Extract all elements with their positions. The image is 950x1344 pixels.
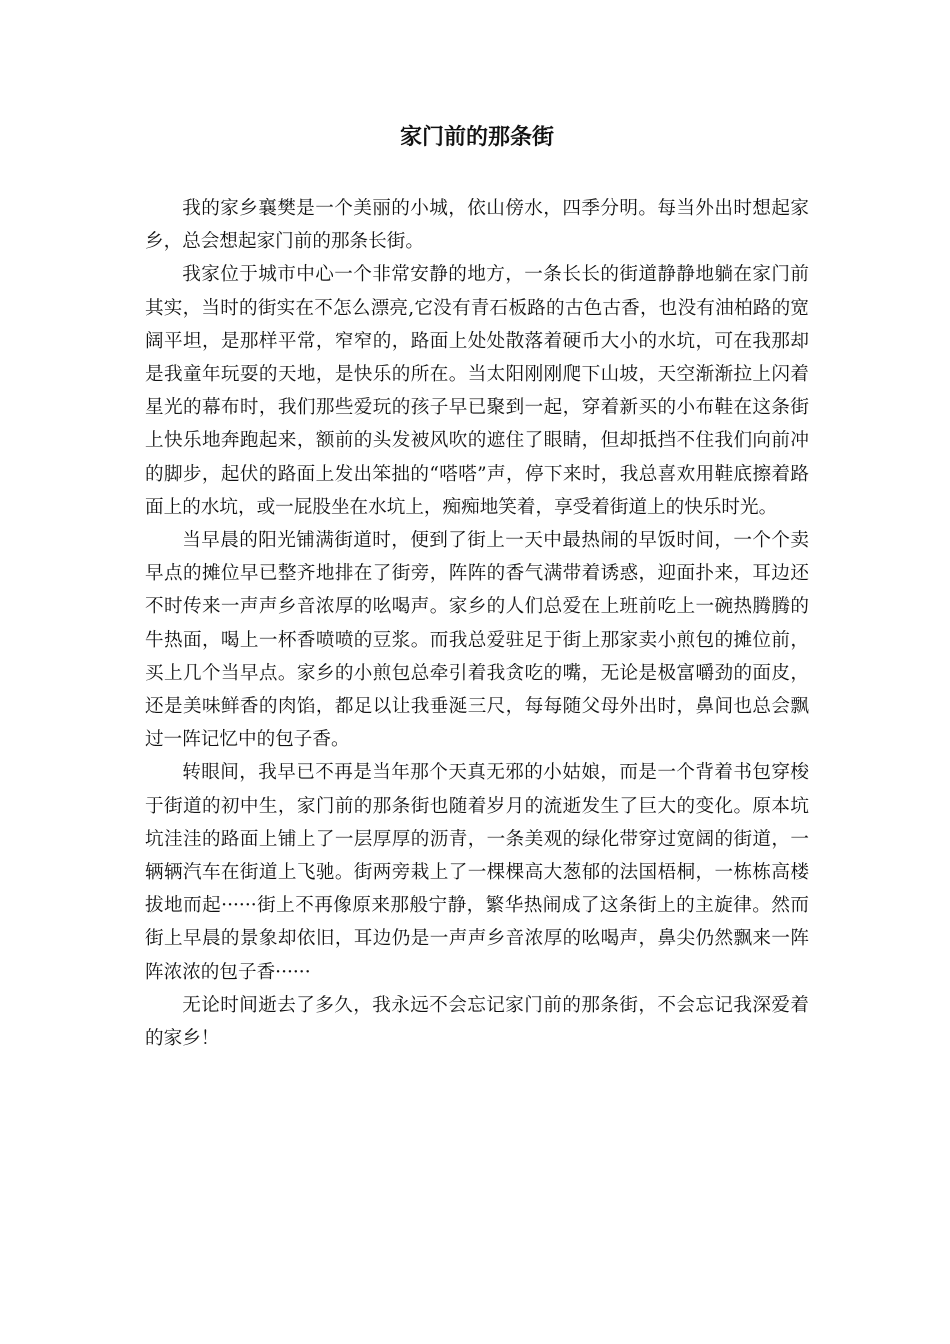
document-title: 家门前的那条街 (399, 125, 554, 150)
paragraph-2: 我家位于城市中心一个非常安静的地方，一条长长的街道静静地躺在家门前其实，当时的街实在不怎么漂亮,它没有青石板路的古色古香，也没有油柏路的宽阔平坦，是那样平常，窄窄的，路面上处处散落着硬币大小的水坑，可在我那却是我童年玩耍的天地，是快乐的所在。当太阳刚刚爬下山坡，天空渐渐拉上闪着星光的幕布时，我们那些爱玩的孩子早已聚到一起，穿着新买的小布鞋在这条街上快乐地奔跑起来，额前的头发被风吹的遮住了眼睛，但却抵挡不住我们向前冲的脚步，起伏的路面上发出笨拙的“嗒嗒”声，停下来时，我总喜欢用鞋底擦着路面上的水坑，或一屁股坐在水坑上，痴痴地笑着，享受着街道上的快乐时光。 (145, 264, 809, 518)
paragraph-1: 我的家乡襄樊是一个美丽的小城，依山傍水，四季分明。每当外出时想起家乡，总会想起家门前的那条长街。 (145, 198, 809, 253)
paragraph-3: 当早晨的阳光铺满街道时，便到了街上一天中最热闹的早饭时间，一个个卖早点的摊位早已整齐地排在了街旁，阵阵的香气满带着诱惑，迎面扑来，耳边还不时传来一声声乡音浓厚的吆喝声。家乡的人们总爱在上班前吃上一碗热腾腾的牛热面，喝上一杯香喷喷的豆浆。而我总爱驻足于街上那家卖小煎包的摊位前，买上几个当早点。家乡的小煎包总牵引着我贪吃的嘴，无论是极富嚼劲的面皮，还是美味鲜香的肉馅，都足以让我垂涎三尺，每每随父母外出时，鼻间也总会飘过一阵记忆中的包子香。 (145, 530, 809, 751)
paragraph-5: 无论时间逝去了多久，我永远不会忘记家门前的那条街，不会忘记我深爱着的家乡！ (145, 994, 809, 1050)
paragraph-4: 转眼间，我早已不再是当年那个天真无邪的小姑娘，而是一个背着书包穿梭于街道的初中生，家门前的那条街也随着岁月的流逝发生了巨大的变化。原本坑坑洼洼的路面上铺上了一层厚厚的沥青，一条美观的绿化带穿过宽阔的街道，一辆辆汽车在街道上飞驰。街两旁栽上了一棵棵高大葱郁的法国梧桐，一栋栋高楼拔地而起······街上不再像原来那般宁静，繁华热闹成了这条街上的主旋律。然而街上早晨的景象却依旧，耳边仍是一声声乡音浓厚的吆喝声，鼻尖仍然飘来一阵阵浓浓的包子香······ (145, 762, 809, 983)
